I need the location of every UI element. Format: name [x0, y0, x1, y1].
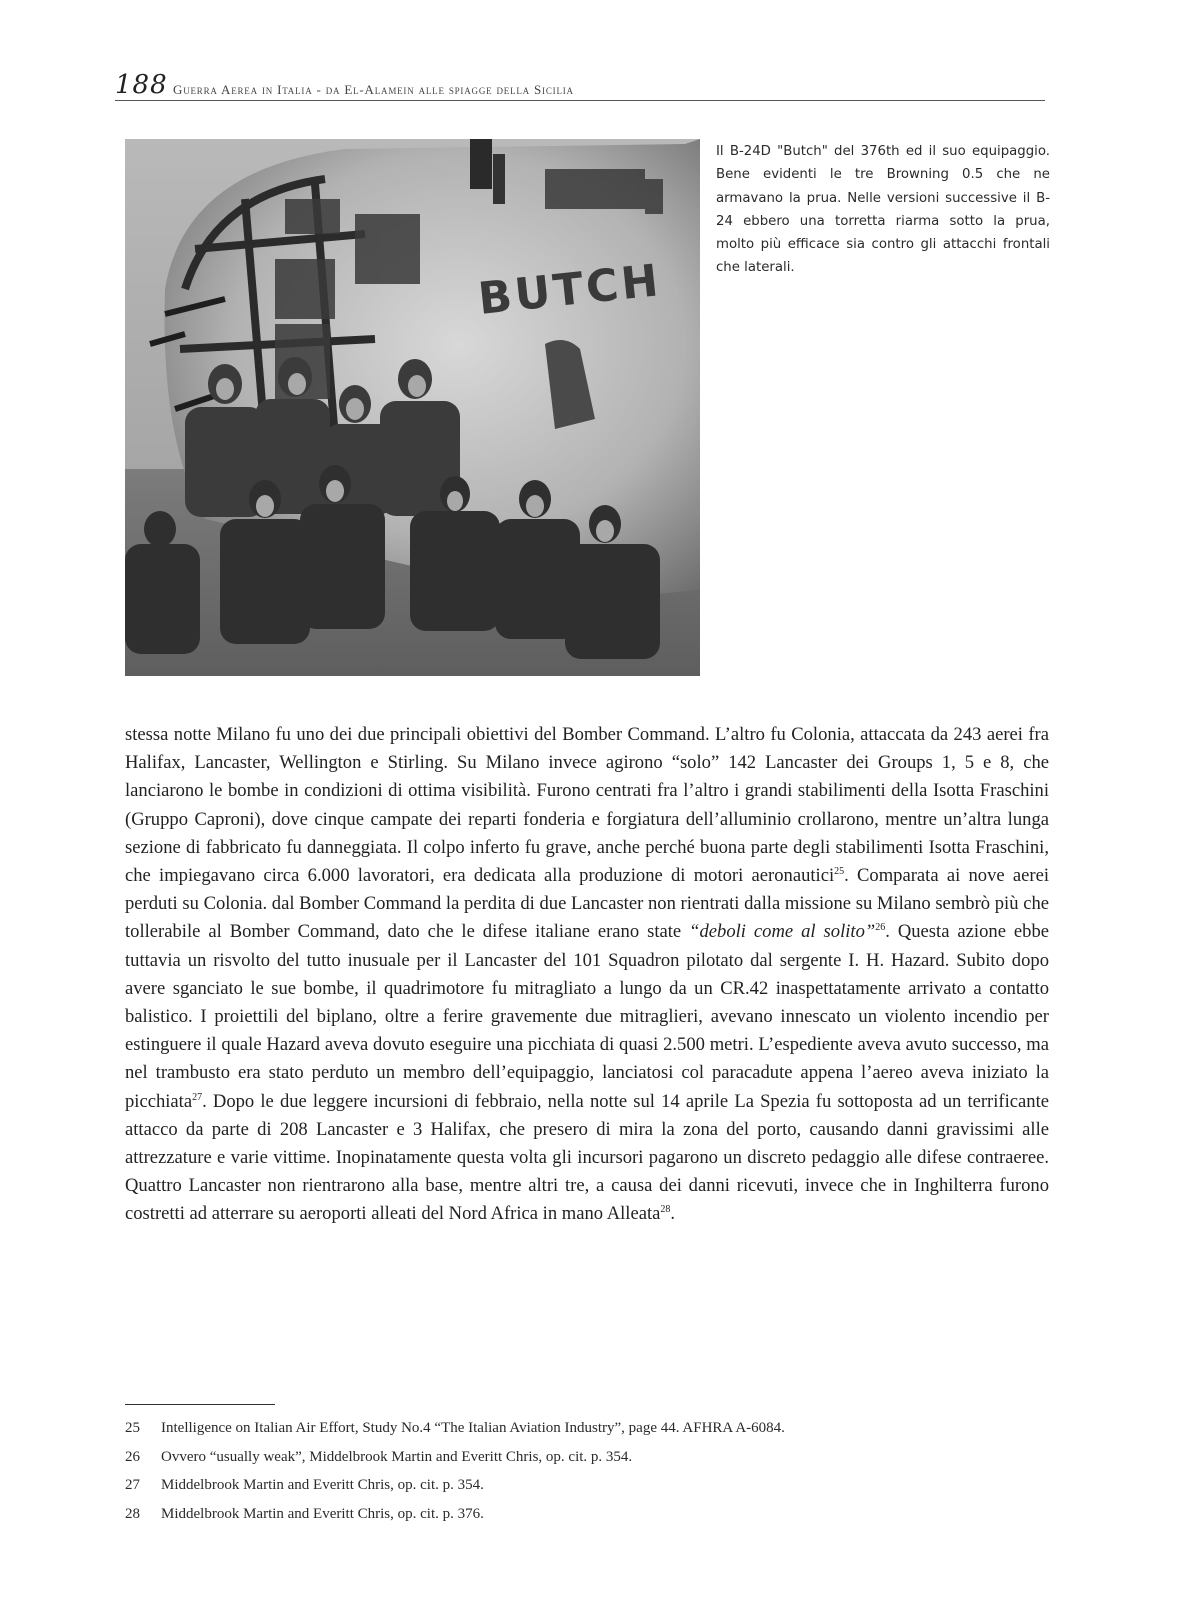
body-text-segment: . [670, 1203, 676, 1225]
body-text-segment: . Dopo le due leggere incursioni di febbraio, nella notte sul 14 aprile La Spezia fu sottoposta ad un terrificante attacco da parte di 208 Lancaster e 3 Halifax, che presero di mira la zona del porto, causando danni gravissimi alle attrezzature e varie vittime. Inopinatamente questa volta gli incursori pagarono un discreto pedaggio alle difese contraeree. Quattro Lancaster non rientrarono alla base, mentre altri tre, a causa dei danni ricevuti, invece che in Inghilterra furono costretti ad atterrare su aeroporti alleati del Nord Africa in mano Alleata [125, 1090, 1049, 1225]
footnote-rule [125, 1404, 275, 1405]
quoted-phrase: “deboli come al solito” [689, 921, 876, 943]
body-text-segment: . Comparata ai nove aerei perduti su Colonia. dal Bomber Command la perdita di due Lancaster non rientrati dalla missione su Milano sembrò più che tollerabile al Bomber Command, dato che le difese italiane erano state [125, 865, 1049, 943]
footnote [125, 1500, 1049, 1529]
body-text-segment: stessa notte Milano fu uno dei due principali obiettivi del Bomber Command. L’altro fu Colonia, attaccata da 243 aerei fra Halifax, Lancaster, Wellington e Stirling. Su Milano invece agirono “solo” 142 Lancaster dei Groups 1, 5 e 8, che lanciarono le bombe in condizioni di ottima visibilità. Furono centrati fra l’altro i grandi stabilimenti della Isotta Fraschini (Gruppo Caproni), dove cinque campate dei reparti fonderia e forgiatura dell’alluminio crollarono, mentre un’altra lunga sezione di fabbricato fu danneggiata. Il colpo inferto fu grave, anche perché buona parte degli stabilimenti Isotta Fraschini, che impiegavano circa 6.000 lavoratori, era dedicata alla produzione di motori aeronautici [125, 724, 1049, 887]
footnote-ref: 25 [834, 866, 845, 878]
footnote-ref: 26 [875, 922, 886, 934]
running-header [115, 70, 1045, 101]
footnote [125, 1443, 1049, 1472]
footnote-text: Middelbrook Martin and Everitt Chris, op. cit. p. 376. [161, 1506, 484, 1523]
footnote-number: 25 [125, 1420, 140, 1436]
footnote-ref: 27 [192, 1091, 203, 1103]
main-text [125, 721, 1049, 1229]
footnote-text: Intelligence on Italian Air Effort, Study No.4 “The Italian Aviation Industry”, page 44. AFHRA A-6084. [161, 1420, 785, 1436]
running-title: Guerra Aerea in Italia - da El-Alamein alle spiagge della Sicilia [173, 82, 574, 97]
footnote [125, 1471, 1049, 1500]
nose-art-text: BUTCH [475, 255, 664, 325]
footnote [125, 1414, 1049, 1443]
footnote-number: 26 [125, 1448, 140, 1465]
footnote-text: Ovvero “usually weak”, Middelbrook Martin and Everitt Chris, op. cit. p. 354. [161, 1448, 633, 1465]
footnotes [125, 1414, 1049, 1529]
photo-caption: Il B-24D "Butch" del 376th ed il suo equipaggio. Bene evidenti le tre Browning 0.5 che ne armavano la prua. Nelle versioni successive il B-24 ebbero una torretta riarma sotto la prua, molto più efficace sia contro gli attacchi frontali che laterali. [716, 144, 1050, 276]
footnote-number: 27 [125, 1477, 140, 1494]
crew-photo [125, 139, 700, 676]
footnote-number: 28 [125, 1506, 140, 1523]
footnote-text: Middelbrook Martin and Everitt Chris, op. cit. p. 354. [161, 1477, 484, 1494]
body-paragraph [125, 721, 1049, 1229]
footnote-ref: 28 [660, 1204, 671, 1216]
page-number: 188 [115, 70, 168, 100]
body-text-segment: . Questa azione ebbe tuttavia un risvolto del tutto inusuale per il Lancaster del 101 Squadron pilotato dal sergente I. H. Hazard. Subito dopo avere sganciato le sue bombe, il quadrimotore fu mitragliato a lungo da un CR.42 inaspettatamente arrivato a contatto balistico. I proiettili del biplano, oltre a ferire gravemente due mitraglieri, avevano innescato un violento incendio per estinguere il quale Hazard aveva dovuto eseguire una picchiata di quasi 2.500 metri. L’espediente aveva avuto successo, ma nel trambusto era stato perduto un membro dell’equipaggio, lanciatosi col paracadute appena l’aereo aveva iniziato la picchiata [125, 921, 1050, 1112]
